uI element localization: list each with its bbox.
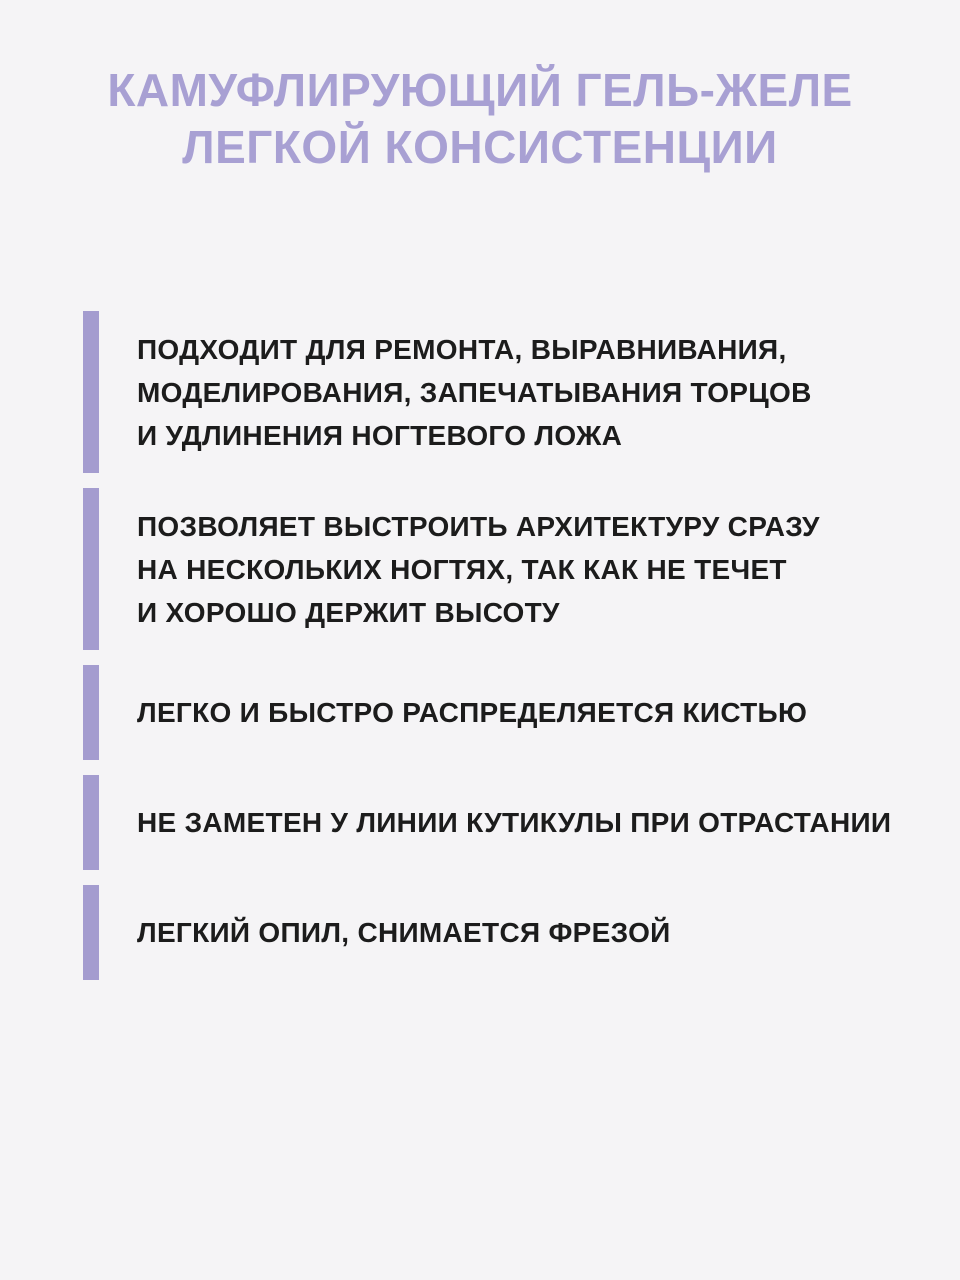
bullet-line: ЛЕГКО И БЫСТРО РАСПРЕДЕЛЯЕТСЯ КИСТЬЮ xyxy=(137,697,808,728)
infographic-slide xyxy=(0,62,960,1280)
bullet-item xyxy=(83,665,920,760)
bullet-text xyxy=(137,665,807,760)
bullet-line: МОДЕЛИРОВАНИЯ, ЗАПЕЧАТЫВАНИЯ ТОРЦОВ xyxy=(137,376,812,408)
bullet-item xyxy=(83,311,920,473)
page-title-line-2: ЛЕГКОЙ КОНСИСТЕНЦИИ xyxy=(182,121,778,173)
bullet-accent-bar xyxy=(83,775,99,870)
page-title xyxy=(0,62,960,176)
bullet-text xyxy=(137,775,891,870)
bullet-item xyxy=(83,488,920,650)
bullet-line: НЕ ЗАМЕТЕН У ЛИНИИ КУТИКУЛЫ ПРИ ОТРАСТАНИИ xyxy=(137,807,892,838)
bullet-text xyxy=(137,488,820,650)
bullet-line: ПОДХОДИТ ДЛЯ РЕМОНТА, ВЫРАВНИВАНИЯ, xyxy=(137,333,787,365)
bullet-accent-bar xyxy=(83,488,99,650)
bullet-line: И УДЛИНЕНИЯ НОГТЕВОГО ЛОЖА xyxy=(137,419,623,451)
bullet-list xyxy=(0,311,960,980)
bullet-line: И ХОРОШО ДЕРЖИТ ВЫСОТУ xyxy=(137,596,560,628)
bullet-accent-bar xyxy=(83,665,99,760)
bullet-line: ЛЕГКИЙ ОПИЛ, СНИМАЕТСЯ ФРЕЗОЙ xyxy=(137,917,671,948)
bullet-line: НА НЕСКОЛЬКИХ НОГТЯХ, ТАК КАК НЕ ТЕЧЕТ xyxy=(137,553,787,585)
bullet-accent-bar xyxy=(83,311,99,473)
bullet-accent-bar xyxy=(83,885,99,980)
bullet-text xyxy=(137,311,812,473)
bullet-item xyxy=(83,885,920,980)
bullet-item xyxy=(83,775,920,870)
bullet-text xyxy=(137,885,671,980)
page-title-line-1: КАМУФЛИРУЮЩИЙ ГЕЛЬ-ЖЕЛЕ xyxy=(107,64,853,116)
bullet-line: ПОЗВОЛЯЕТ ВЫСТРОИТЬ АРХИТЕКТУРУ СРАЗУ xyxy=(137,510,820,542)
